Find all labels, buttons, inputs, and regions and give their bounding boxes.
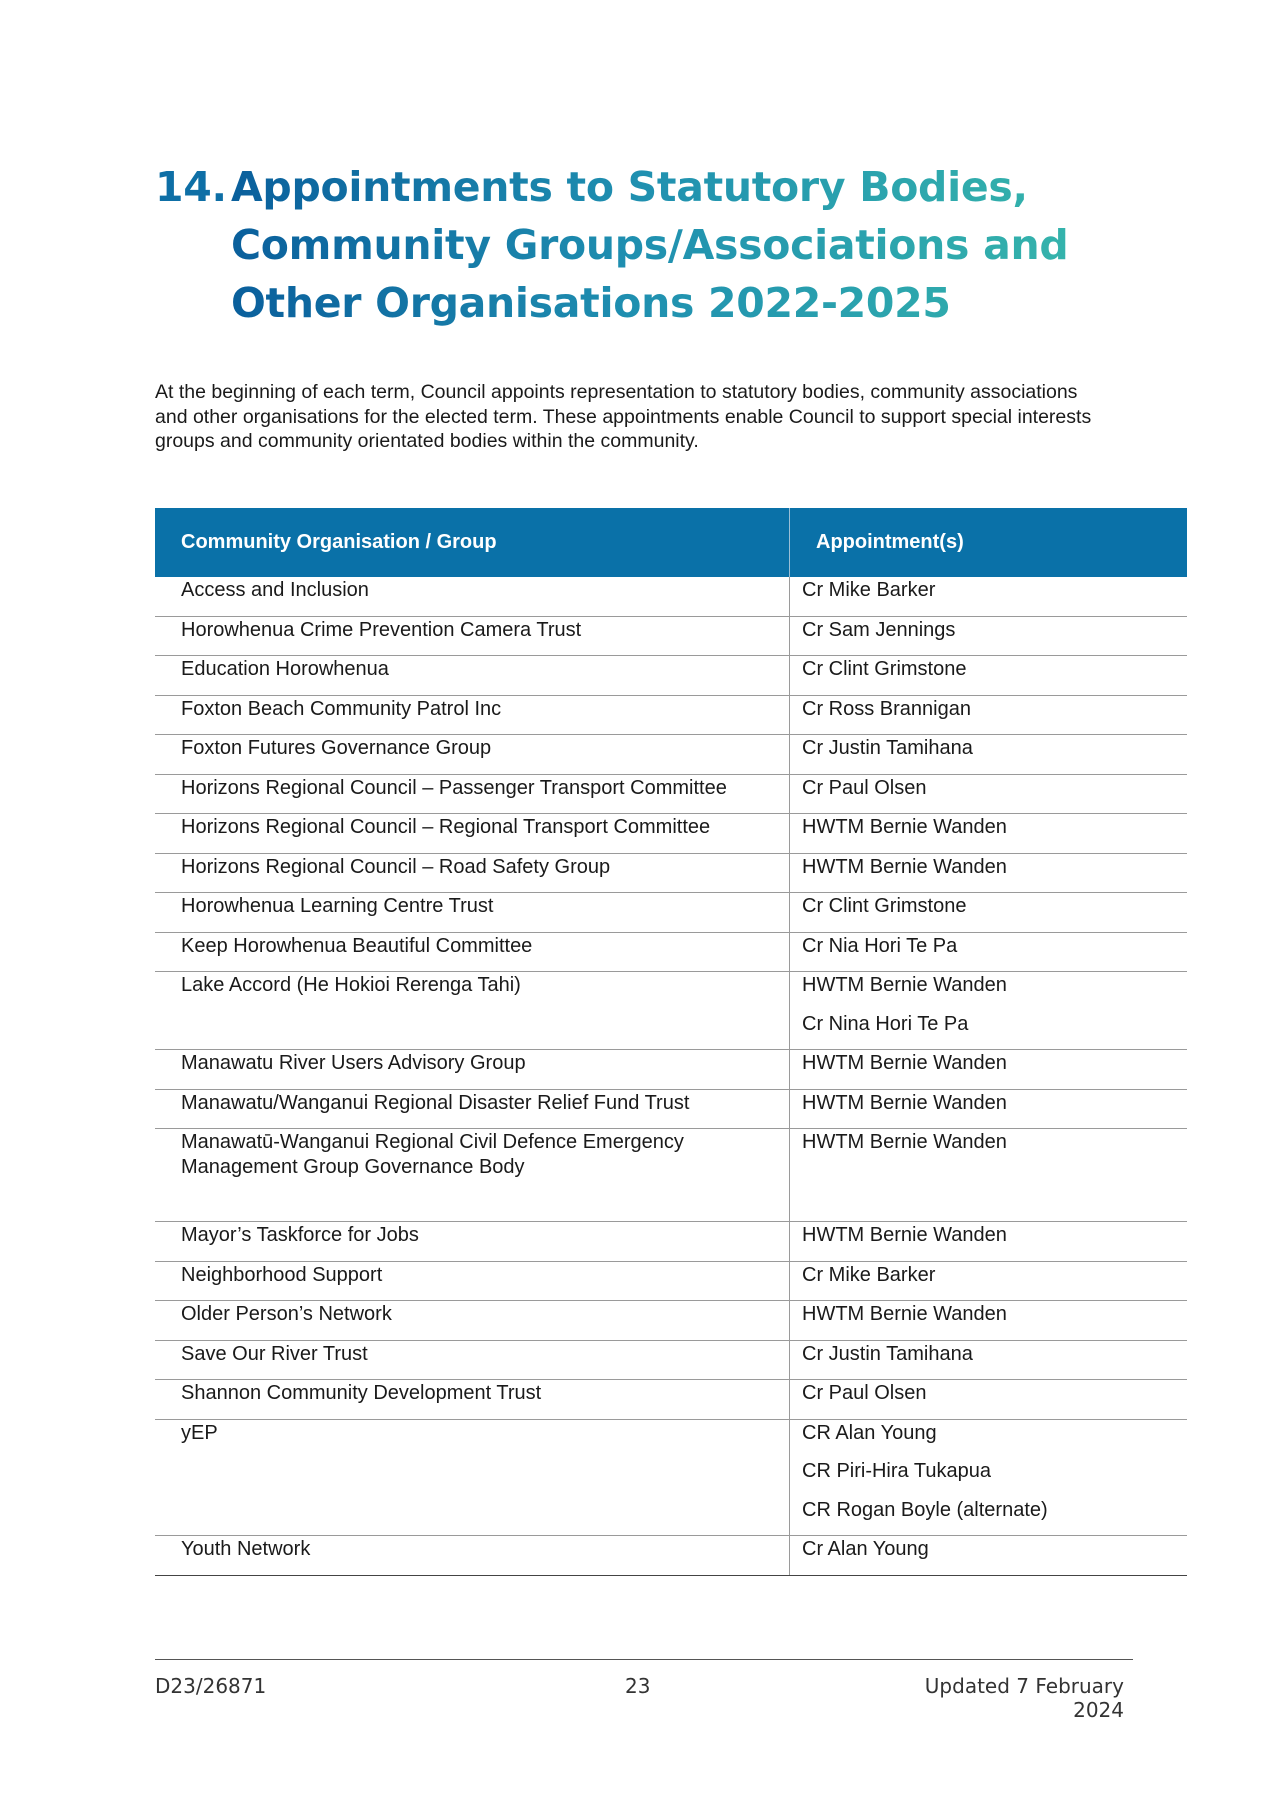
section-number: 14. bbox=[155, 163, 227, 211]
appointments-cell bbox=[790, 893, 1188, 933]
organisation-cell bbox=[155, 1380, 790, 1420]
organisation-cell bbox=[155, 1222, 790, 1262]
organisation-name: Foxton Futures Governance Group bbox=[181, 737, 492, 759]
appointee: Cr Nia Hori Te Pa bbox=[802, 934, 958, 957]
appointments-cell bbox=[790, 735, 1188, 775]
appointee: HWTM Bernie Wanden bbox=[802, 974, 1007, 996]
appointments-table bbox=[155, 508, 1187, 1576]
appointee: CR Piri-Hira Tukapua bbox=[802, 1460, 991, 1482]
appointee: HWTM Bernie Wanden bbox=[802, 1303, 1007, 1325]
organisation-cell bbox=[155, 695, 790, 735]
organisation-cell bbox=[155, 774, 790, 814]
table-row bbox=[155, 1089, 1187, 1129]
updated-date: Updated 7 February 2024 bbox=[924, 1674, 1124, 1722]
column-header-organisation: Community Organisation / Group bbox=[155, 508, 790, 577]
table-row bbox=[155, 1380, 1187, 1420]
organisation-cell bbox=[155, 972, 790, 1050]
organisation-name: Save Our River Trust bbox=[181, 1342, 368, 1365]
appointee: Cr Nina Hori Te Pa bbox=[802, 1012, 969, 1035]
organisation-cell bbox=[155, 1419, 790, 1536]
appointee: Cr Justin Tamihana bbox=[802, 737, 973, 759]
organisation-cell bbox=[155, 735, 790, 775]
table-row bbox=[155, 1129, 1187, 1222]
heading-line-2: Community Groups/Associations and bbox=[231, 216, 1115, 274]
appointments-cell bbox=[790, 774, 1188, 814]
appointments-cell bbox=[790, 577, 1188, 616]
organisation-cell bbox=[155, 932, 790, 972]
organisation-cell bbox=[155, 1089, 790, 1129]
organisation-name: Horizons Regional Council – Road Safety Group bbox=[181, 855, 611, 878]
organisation-name: Shannon Community Development Trust bbox=[181, 1382, 542, 1404]
organisation-cell bbox=[155, 1340, 790, 1380]
table-row bbox=[155, 1340, 1187, 1380]
column-header-appointments: Appointment(s) bbox=[790, 508, 1188, 577]
organisation-cell bbox=[155, 1129, 790, 1222]
appointee: Cr Paul Olsen bbox=[802, 776, 927, 799]
appointments-cell bbox=[790, 814, 1188, 854]
organisation-cell bbox=[155, 656, 790, 696]
table-row bbox=[155, 656, 1187, 696]
organisation-cell bbox=[155, 853, 790, 893]
page-number: 23 bbox=[625, 1674, 651, 1698]
table-row bbox=[155, 1301, 1187, 1341]
organisation-name: Horowhenua Crime Prevention Camera Trust bbox=[181, 618, 582, 641]
appointments-cell bbox=[790, 972, 1188, 1050]
heading-line-3: Other Organisations 2022-2025 bbox=[231, 274, 1115, 332]
appointments-cell bbox=[790, 1340, 1188, 1380]
organisation-name: Access and Inclusion bbox=[181, 579, 369, 601]
appointee: Cr Sam Jennings bbox=[802, 618, 956, 641]
appointee: HWTM Bernie Wanden bbox=[802, 1091, 1007, 1114]
intro-paragraph: At the beginning of each term, Council appoints representation to statutory bodies, community associations and other organisations for the elected term. These appointments enable Council to support special interests groups and community orientated bodies within the community. bbox=[155, 381, 1092, 452]
appointments-cell bbox=[790, 853, 1188, 893]
table-row bbox=[155, 616, 1187, 656]
table-row bbox=[155, 1222, 1187, 1262]
organisation-name: Neighborhood Support bbox=[181, 1263, 383, 1286]
appointments-cell bbox=[790, 1129, 1188, 1222]
appointee: CR Rogan Boyle (alternate) bbox=[802, 1498, 1048, 1521]
organisation-name: Foxton Beach Community Patrol Inc bbox=[181, 697, 502, 720]
table-row bbox=[155, 1419, 1187, 1536]
organisation-name: Older Person’s Network bbox=[181, 1303, 392, 1325]
table-row bbox=[155, 1050, 1187, 1090]
appointee: HWTM Bernie Wanden bbox=[802, 1052, 1007, 1074]
organisation-name: Education Horowhenua bbox=[181, 658, 389, 680]
appointments-cell bbox=[790, 1261, 1188, 1301]
table-row bbox=[155, 1536, 1187, 1576]
organisation-cell bbox=[155, 616, 790, 656]
appointee: Cr Paul Olsen bbox=[802, 1382, 927, 1404]
table-row bbox=[155, 735, 1187, 775]
organisation-cell bbox=[155, 1261, 790, 1301]
organisation-name: Horowhenua Learning Centre Trust bbox=[181, 895, 494, 917]
table-row bbox=[155, 774, 1187, 814]
table-row bbox=[155, 932, 1187, 972]
appointments-cell bbox=[790, 695, 1188, 735]
organisation-name: Keep Horowhenua Beautiful Committee bbox=[181, 934, 533, 957]
table-header-row bbox=[155, 508, 1187, 577]
appointments-cell bbox=[790, 1301, 1188, 1341]
appointee: Cr Clint Grimstone bbox=[802, 895, 967, 917]
appointee: Cr Ross Brannigan bbox=[802, 697, 971, 720]
table-row bbox=[155, 972, 1187, 1050]
organisation-name: Horizons Regional Council – Passenger Transport Committee bbox=[181, 776, 727, 799]
appointee: HWTM Bernie Wanden bbox=[802, 855, 1007, 878]
appointments-cell bbox=[790, 656, 1188, 696]
footer-divider bbox=[155, 1659, 1133, 1660]
organisation-cell bbox=[155, 1050, 790, 1090]
organisation-name: Manawatū-Wanganui Regional Civil Defence Emergency Management Group Governance Body bbox=[181, 1131, 684, 1178]
appointments-cell bbox=[790, 932, 1188, 972]
appointee: HWTM Bernie Wanden bbox=[802, 1131, 1007, 1153]
appointee: Cr Mike Barker bbox=[802, 1263, 936, 1286]
appointee: HWTM Bernie Wanden bbox=[802, 1224, 1007, 1246]
appointee: Cr Justin Tamihana bbox=[802, 1342, 973, 1365]
organisation-cell bbox=[155, 893, 790, 933]
organisation-cell bbox=[155, 1536, 790, 1576]
organisation-cell bbox=[155, 577, 790, 616]
table-row bbox=[155, 577, 1187, 616]
document-reference: D23/26871 bbox=[155, 1674, 267, 1698]
organisation-name: Lake Accord (He Hokioi Rerenga Tahi) bbox=[181, 974, 521, 996]
appointments-cell bbox=[790, 1419, 1188, 1536]
table-row bbox=[155, 814, 1187, 854]
appointments-cell bbox=[790, 1536, 1188, 1576]
organisation-name: Youth Network bbox=[181, 1538, 311, 1560]
appointee: CR Alan Young bbox=[802, 1421, 937, 1444]
table-body bbox=[155, 577, 1187, 1575]
organisation-cell bbox=[155, 1301, 790, 1341]
table-row bbox=[155, 1261, 1187, 1301]
table-row bbox=[155, 695, 1187, 735]
appointee: Cr Clint Grimstone bbox=[802, 658, 967, 680]
heading-line-1: Appointments to Statutory Bodies, bbox=[231, 158, 1115, 216]
appointee: Cr Mike Barker bbox=[802, 579, 936, 601]
organisation-name: Mayor’s Taskforce for Jobs bbox=[181, 1224, 419, 1246]
appointments-cell bbox=[790, 1380, 1188, 1420]
organisation-cell bbox=[155, 814, 790, 854]
table-row bbox=[155, 853, 1187, 893]
appointee: Cr Alan Young bbox=[802, 1538, 929, 1560]
organisation-name: Manawatu River Users Advisory Group bbox=[181, 1052, 526, 1074]
organisation-name: Horizons Regional Council – Regional Transport Committee bbox=[181, 816, 711, 838]
page-heading bbox=[155, 158, 1115, 332]
table-row bbox=[155, 893, 1187, 933]
organisation-name: Manawatu/Wanganui Regional Disaster Relief Fund Trust bbox=[181, 1091, 690, 1114]
appointee: HWTM Bernie Wanden bbox=[802, 816, 1007, 838]
appointments-cell bbox=[790, 1222, 1188, 1262]
appointments-cell bbox=[790, 1050, 1188, 1090]
appointments-cell bbox=[790, 1089, 1188, 1129]
organisation-name: yEP bbox=[181, 1421, 218, 1444]
appointments-cell bbox=[790, 616, 1188, 656]
